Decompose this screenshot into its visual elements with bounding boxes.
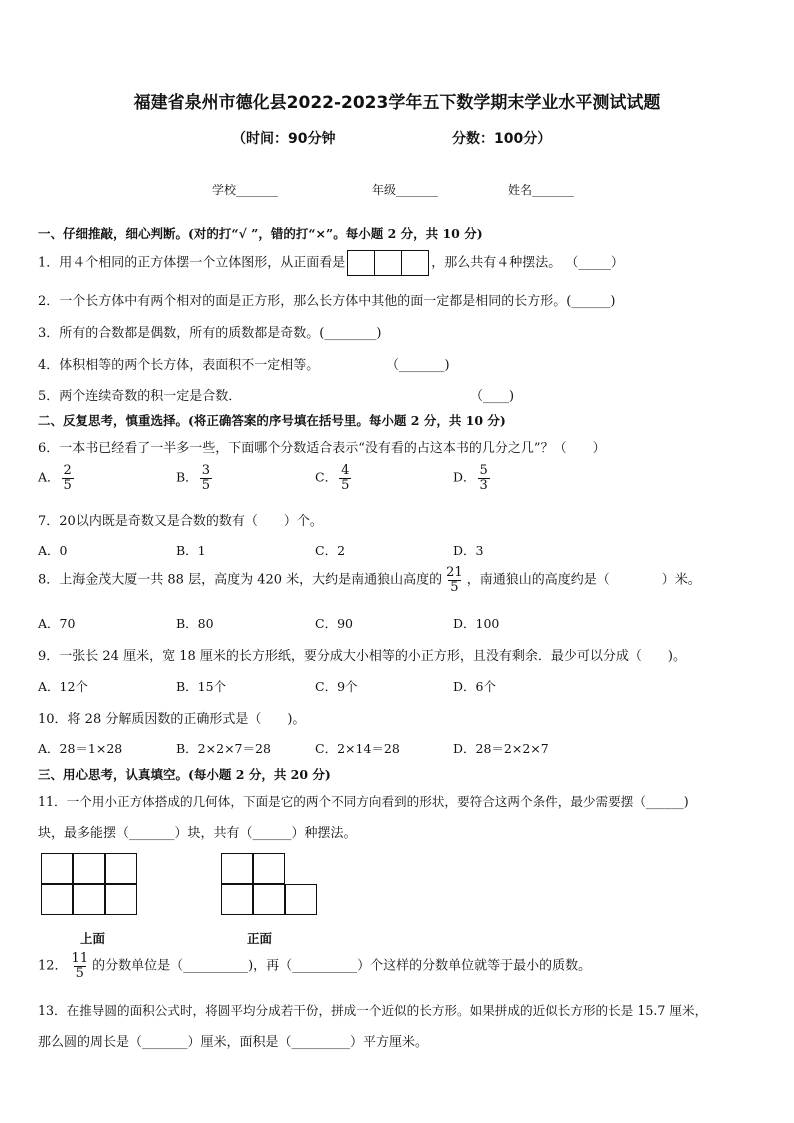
- page-title: 福建省泉州市德化县2022-2023学年五下数学期末学业水平测试试题: [133, 93, 661, 113]
- exam-score: 分数：100分）: [452, 131, 552, 147]
- question-11-line2: 块，最多能摆（_______）块，共有（______）种摆法。: [38, 826, 357, 841]
- question-8: 8．上海金茂大厦一共 88 层，高度为 420 米，大约是南通狼山高度的 $\frac{21}{5}$ ，南通狼山的高度约是（ ）米。: [38, 565, 701, 595]
- q7-option-d: D．3: [453, 543, 484, 558]
- q8-fraction: $\frac{21}{5}$: [446, 565, 463, 595]
- q7-option-c: C．2: [315, 543, 346, 558]
- q8-option-b: B．80: [176, 616, 214, 631]
- grade-field: 年级_______: [372, 183, 439, 197]
- front-view-caption: 正面: [247, 931, 273, 946]
- q1-text-after: ，那么共有４种摆法。 （_____）: [431, 255, 624, 271]
- exam-time: （时间：90分钟: [232, 131, 336, 147]
- section2-heading: 二、反复思考，慎重选择。(将正确答案的序号填在括号里。每小题 2 分，共 10 分): [38, 413, 506, 428]
- q10-option-d: D．28＝2×2×7: [453, 741, 549, 756]
- question-3: 3．所有的合数都是偶数，所有的质数都是奇数。(________): [38, 326, 382, 341]
- question-12: 12． $\frac{11}{5}$ 的分数单位是（__________)，再（__________）个这样的分数单位就等于最小的质数。: [38, 951, 592, 981]
- section3-heading: 三、用心思考，认真填空。(每小题 2 分，共 20 分): [38, 767, 331, 782]
- q9-option-a: A．12个: [38, 679, 88, 694]
- q10-option-a: A．28＝1×28: [38, 741, 123, 756]
- front-view-figure: [221, 853, 318, 916]
- q6-option-d: D． $\frac{5}{3}$: [453, 463, 488, 493]
- section1-heading: 一、仔细推敲，细心判断。(对的打“√ ”，错的打“×”。每小题 2 分，共 10 分): [38, 226, 483, 241]
- top-view-figure: [41, 853, 138, 916]
- question-6: 6．一本书已经看了一半多一些，下面哪个分数适合表示“没有看的占这本书的几分之几”？（ ）: [38, 441, 606, 456]
- question-2: 2．一个长方体中有两个相对的面是正方形，那么长方体中其他的面一定都是相同的长方形。(______): [38, 294, 616, 309]
- question-11-line1: 11．一个用小正方体搭成的几何体，下面是它的两个不同方向看到的形状，要符合这两个条件，最少需要摆（______): [38, 794, 689, 809]
- q6-option-a: A． $\frac{2}{5}$: [38, 463, 72, 493]
- top-view-caption: 上面: [80, 931, 106, 946]
- question-10: 10．将 28 分解质因数的正确形式是（ )。: [38, 712, 306, 727]
- q1-text-before: 1．用４个相同的正方体摆一个立体图形，从正面看是: [38, 255, 346, 271]
- question-1: [38, 250, 624, 276]
- q10-option-b: B．2×2×7＝28: [176, 741, 271, 756]
- question-9: 9．一张长 24 厘米，宽 18 厘米的长方形纸，要分成大小相等的小正方形，且没有剩余．最少可以分成（ )。: [38, 649, 686, 664]
- q8-option-d: D．100: [453, 616, 500, 631]
- question-4-blank: （_______): [386, 358, 450, 373]
- q9-option-c: C．9个: [315, 679, 358, 694]
- question-5-blank: （____): [470, 389, 515, 404]
- question-5: 5．两个连续奇数的积一定是合数．: [38, 389, 242, 404]
- q10-option-c: C．2×14＝28: [315, 741, 400, 756]
- question-13-line2: 那么圆的周长是（_______）厘米，面积是（_________）平方厘米。: [38, 1035, 429, 1050]
- q6-option-c: C． $\frac{4}{5}$: [315, 463, 350, 493]
- q7-option-b: B．1: [176, 543, 206, 558]
- school-field: 学校_______: [212, 183, 279, 197]
- q8-option-c: C．90: [315, 616, 353, 631]
- question-13-line1: 13．在推导圆的面积公式时，将圆平均分成若干份，拼成一个近似的长方形。如果拼成的近似长方形的长是 15.7 厘米，: [38, 1003, 708, 1018]
- front-view-three-squares: [347, 250, 429, 276]
- q9-option-b: B．15个: [176, 679, 227, 694]
- question-7: 7．20以内既是奇数又是合数的数有（ ）个。: [38, 514, 323, 529]
- q9-option-d: D．6个: [453, 679, 496, 694]
- q6-option-b: B． $\frac{3}{5}$: [176, 463, 210, 493]
- q12-fraction: $\frac{11}{5}$: [71, 951, 89, 981]
- q8-option-a: A．70: [38, 616, 76, 631]
- name-field: 姓名_______: [508, 183, 575, 197]
- question-4: 4．体积相等的两个长方体，表面积不一定相等。: [38, 358, 320, 373]
- q7-option-a: A．0: [38, 543, 68, 558]
